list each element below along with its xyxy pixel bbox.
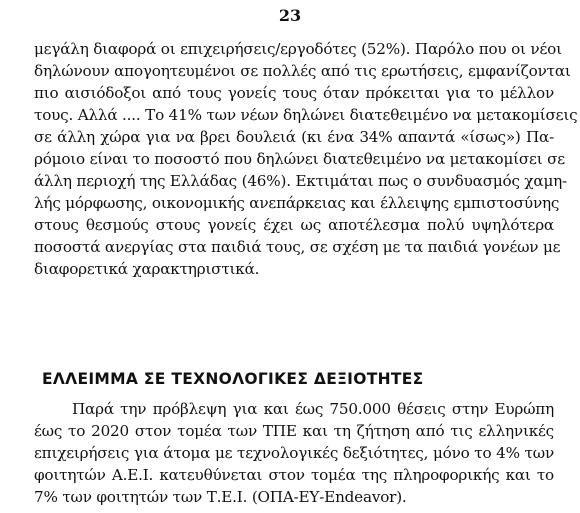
- text-line: 7% των φοιτητών των Τ.Ε.Ι. (ΟΠΑ-ΕΥ-Endeavor).: [34, 488, 407, 506]
- text-line: ρόμοιο είναι το ποσοστό που δηλώνει διατεθειμένο να μετακομίσει σε: [34, 150, 565, 168]
- text-line: στους θεσμούς στους γονείς έχει ως αποτέλεσμα πολύ υψηλότερα: [34, 216, 554, 234]
- text-line: σε άλλη χώρα για να βρει δουλειά (κι ένα 34% απαντά «ίσως») Πα-: [34, 128, 554, 146]
- text-line: ποσοστά ανεργίας στα παιδιά τους, σε σχέση με τα παιδιά γονέων με: [34, 238, 561, 256]
- text-line: φοιτητών Α.Ε.Ι. κατευθύνεται στον τομέα της πληροφορικής και το: [34, 466, 554, 484]
- text-line: διαφορετικά χαρακτηριστικά.: [34, 260, 260, 278]
- section-heading: ΕΛΛΕΙΜΜΑ ΣΕ ΤΕΧΝΟΛΟΓΙΚΕΣ ΔΕΞΙΟΤΗΤΕΣ: [42, 370, 424, 388]
- text-line: πιο αισιόδοξοι από τους γονείς τους όταν πρόκειται για το μέλλον: [34, 84, 554, 102]
- text-line: έως το 2020 στον τομέα των ΤΠΕ και τη ζήτηση από τις ελληνικές: [34, 422, 554, 440]
- text-line: τους. Αλλά .... Το 41% των νέων δηλώνει διατεθειμένο να μετακομίσεις: [34, 106, 578, 124]
- text-line: δηλώνουν απογοητευμένοι σε πολλές από τις ερωτήσεις, εμφανίζονται: [34, 62, 571, 80]
- text-line: άλλη περιοχή της Ελλάδας (46%). Εκτιμάται πως ο συνδυασμός χαμη-: [34, 172, 567, 190]
- text-line: λής μόρφωσης, οικονομικής ανεπάρκειας και έλλειψης εμπιστοσύνης: [34, 194, 560, 212]
- text-line: μεγάλη διαφορά οι επιχειρήσεις/εργοδότες (52%). Παρόλο που οι νέοι: [34, 40, 562, 58]
- text-line: επιχειρήσεις για άτομα με τεχνολογικές δεξιότητες, μόνο το 4% των: [34, 444, 554, 462]
- page-number: 23: [278, 6, 302, 25]
- text-line: Παρά την πρόβλεψη για και έως 750.000 θέσεις στην Ευρώπη: [72, 400, 554, 418]
